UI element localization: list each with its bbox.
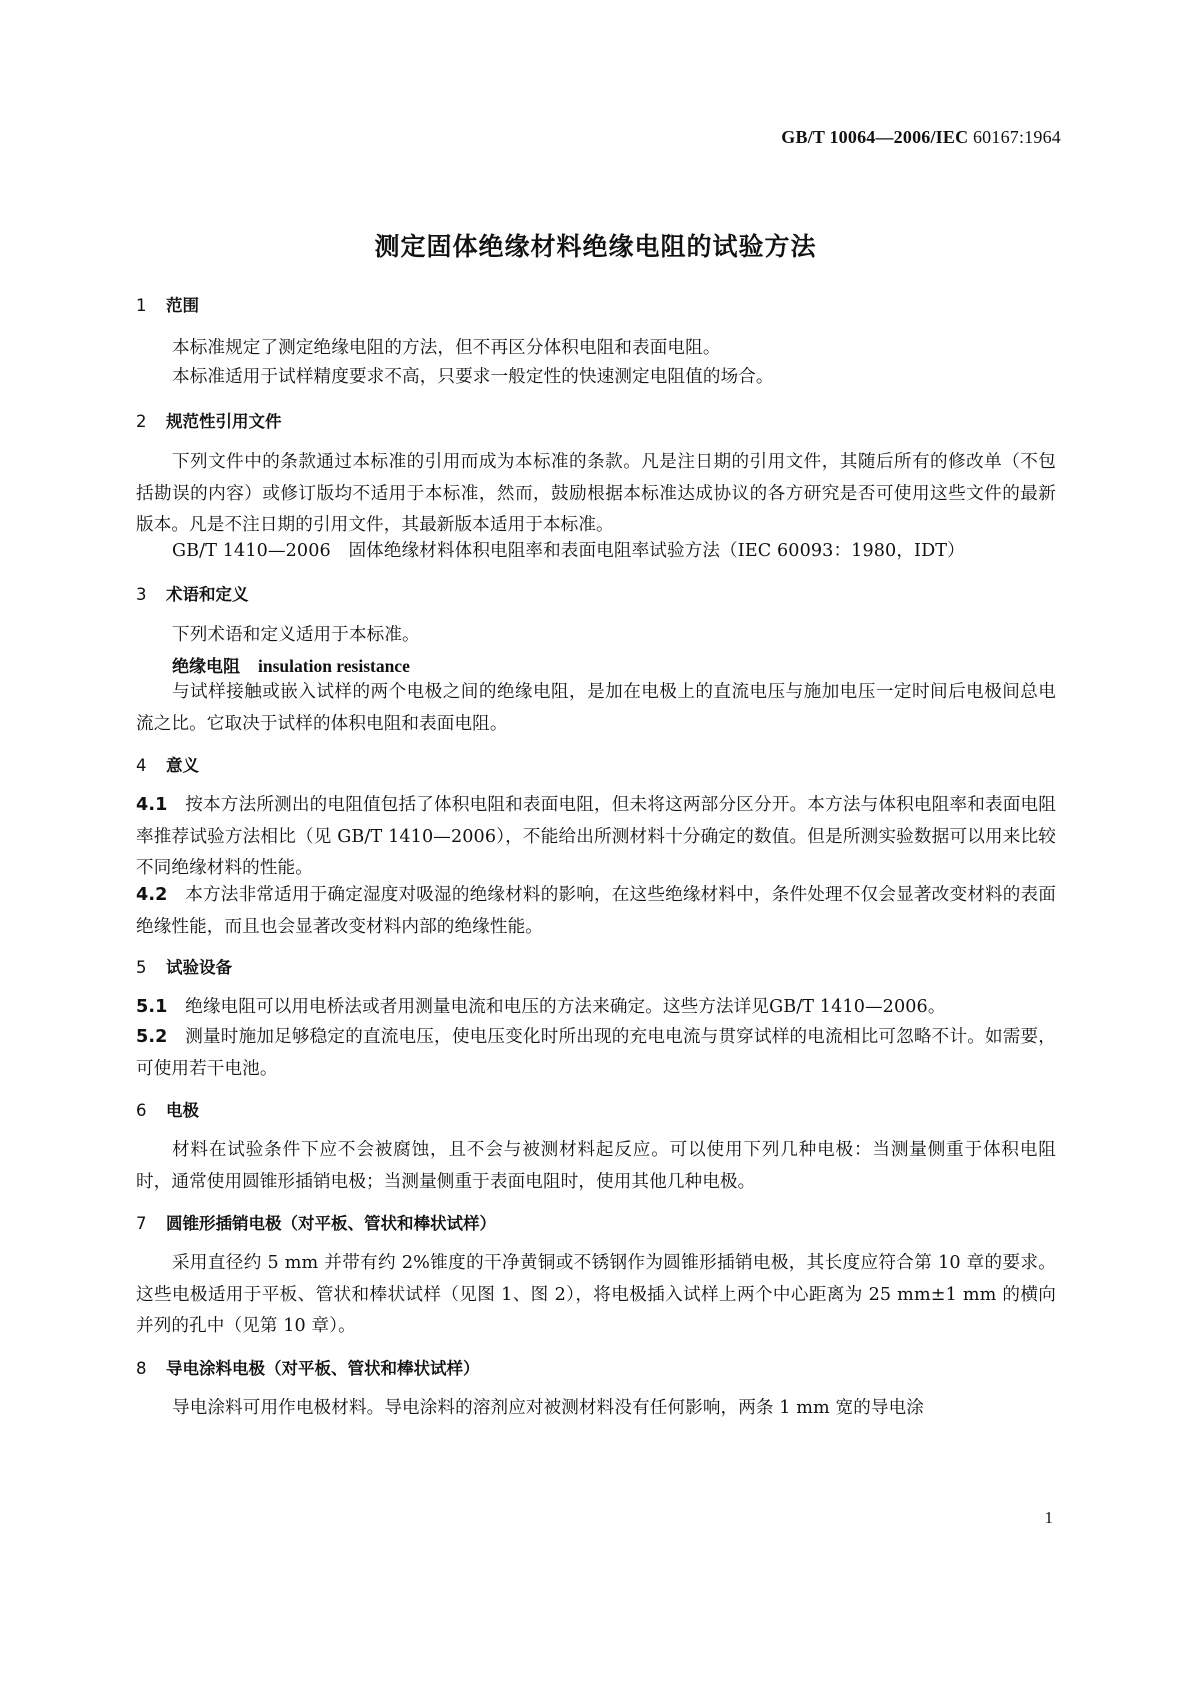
section-5-heading <box>136 954 232 978</box>
section-number: 1 <box>136 296 147 315</box>
section-number: 4 <box>136 756 147 775</box>
clause-text: 绝缘电阻可以用电桥法或者用测量电流和电压的方法来确定。这些方法详见GB/T 1410—2006。 <box>185 997 946 1017</box>
clause-5-1 <box>136 992 1056 1024</box>
term-english: insulation resistance <box>258 656 410 676</box>
clause-text: 按本方法所测出的电阻值包括了体积电阻和表面电阻，但未将这两部分区分开。本方法与体积电阻率和表面电阻率推荐试验方法相比（见 GB/T 1410—2006），不能给出所测材料十分确定的数值。但是所测实验数据可以用来比较不同绝缘材料的性能。 <box>136 795 1056 878</box>
section-7-paragraph-1: 采用直径约 5 mm 并带有约 2%锥度的干净黄铜或不锈钢作为圆锥形插销电极，其长度应符合第 10 章的要求。这些电极适用于平板、管状和棒状试样（见图 1、图 2），将电极插入试样上两个中心距离为 25 mm±1 mm 的横向并列的孔中（见第 10 章）。 <box>136 1253 1056 1336</box>
section-number: 8 <box>136 1359 147 1378</box>
clause-number: 5.1 <box>136 997 168 1017</box>
term-definition: 与试样接触或嵌入试样的两个电极之间的绝缘电阻，是加在电极上的直流电压与施加电压一定时间后电极间总电流之比。它取决于试样的体积电阻和表面电阻。 <box>136 682 1056 734</box>
clause-5-2 <box>136 1022 1056 1085</box>
section-title: 范围 <box>166 296 199 315</box>
section-title: 意义 <box>166 756 199 775</box>
section-8-paragraph-1: 导电涂料可用作电极材料。导电涂料的溶剂应对被测材料没有任何影响，两条 1 mm 宽的导电涂 <box>172 1398 924 1418</box>
section-title: 电极 <box>166 1101 199 1120</box>
clause-4-2 <box>136 880 1056 943</box>
section-8-heading <box>136 1355 480 1379</box>
section-title: 圆锥形插销电极（对平板、管状和棒状试样） <box>166 1214 496 1233</box>
term-entry <box>172 652 410 677</box>
section-7-heading <box>136 1210 496 1234</box>
section-number: 3 <box>136 585 147 604</box>
normative-reference: GB/T 1410—2006 固体绝缘材料体积电阻率和表面电阻率试验方法（IEC 60093：1980，IDT） <box>172 541 965 561</box>
section-number: 6 <box>136 1101 147 1120</box>
clause-text: 测量时施加足够稳定的直流电压，使电压变化时所出现的充电电流与贯穿试样的电流相比可忽略不计。如需要，可使用若干电池。 <box>136 1027 1056 1079</box>
clause-number: 4.1 <box>136 795 168 815</box>
clause-4-1 <box>136 790 1056 885</box>
section-6-paragraph-1: 材料在试验条件下应不会被腐蚀，且不会与被测材料起反应。可以使用下列几种电极：当测量侧重于体积电阻时，通常使用圆锥形插销电极；当测量侧重于表面电阻时，使用其他几种电极。 <box>136 1140 1056 1192</box>
section-4-heading <box>136 752 199 776</box>
section-3-paragraph-1: 下列术语和定义适用于本标准。 <box>172 625 420 645</box>
term-chinese: 绝缘电阻 <box>172 657 240 677</box>
section-1-paragraph-1: 本标准规定了测定绝缘电阻的方法，但不再区分体积电阻和表面电阻。 <box>172 338 721 358</box>
section-1-heading <box>136 292 199 316</box>
standard-code-year: 60167:1964 <box>972 127 1061 147</box>
page-number: 1 <box>1044 1508 1053 1527</box>
section-title: 术语和定义 <box>166 585 249 604</box>
document-title: 测定固体绝缘材料绝缘电阻的试验方法 <box>374 232 817 261</box>
section-3-heading <box>136 581 249 605</box>
section-2-heading <box>136 408 282 432</box>
section-title: 规范性引用文件 <box>166 412 282 431</box>
section-1-paragraph-2: 本标准适用于试样精度要求不高，只要求一般定性的快速测定电阻值的场合。 <box>172 367 774 387</box>
clause-text: 本方法非常适用于确定湿度对吸湿的绝缘材料的影响，在这些绝缘材料中，条件处理不仅会显著改变材料的表面绝缘性能，而且也会显著改变材料内部的绝缘性能。 <box>136 885 1056 937</box>
clause-number: 4.2 <box>136 885 168 905</box>
section-number: 2 <box>136 412 147 431</box>
standard-code <box>781 127 1061 148</box>
section-number: 5 <box>136 958 147 977</box>
section-title: 试验设备 <box>166 958 232 977</box>
clause-number: 5.2 <box>136 1027 168 1047</box>
standard-code-bold: GB/T 10064—2006/IEC <box>781 127 969 147</box>
section-2-paragraph-1: 下列文件中的条款通过本标准的引用而成为本标准的条款。凡是注日期的引用文件，其随后所有的修改单（不包括勘误的内容）或修订版均不适用于本标准，然而，鼓励根据本标准达成协议的各方研究是否可使用这些文件的最新版本。凡是不注日期的引用文件，其最新版本适用于本标准。 <box>136 452 1056 535</box>
section-number: 7 <box>136 1214 147 1233</box>
section-6-heading <box>136 1097 199 1121</box>
section-title: 导电涂料电极（对平板、管状和棒状试样） <box>166 1359 480 1378</box>
